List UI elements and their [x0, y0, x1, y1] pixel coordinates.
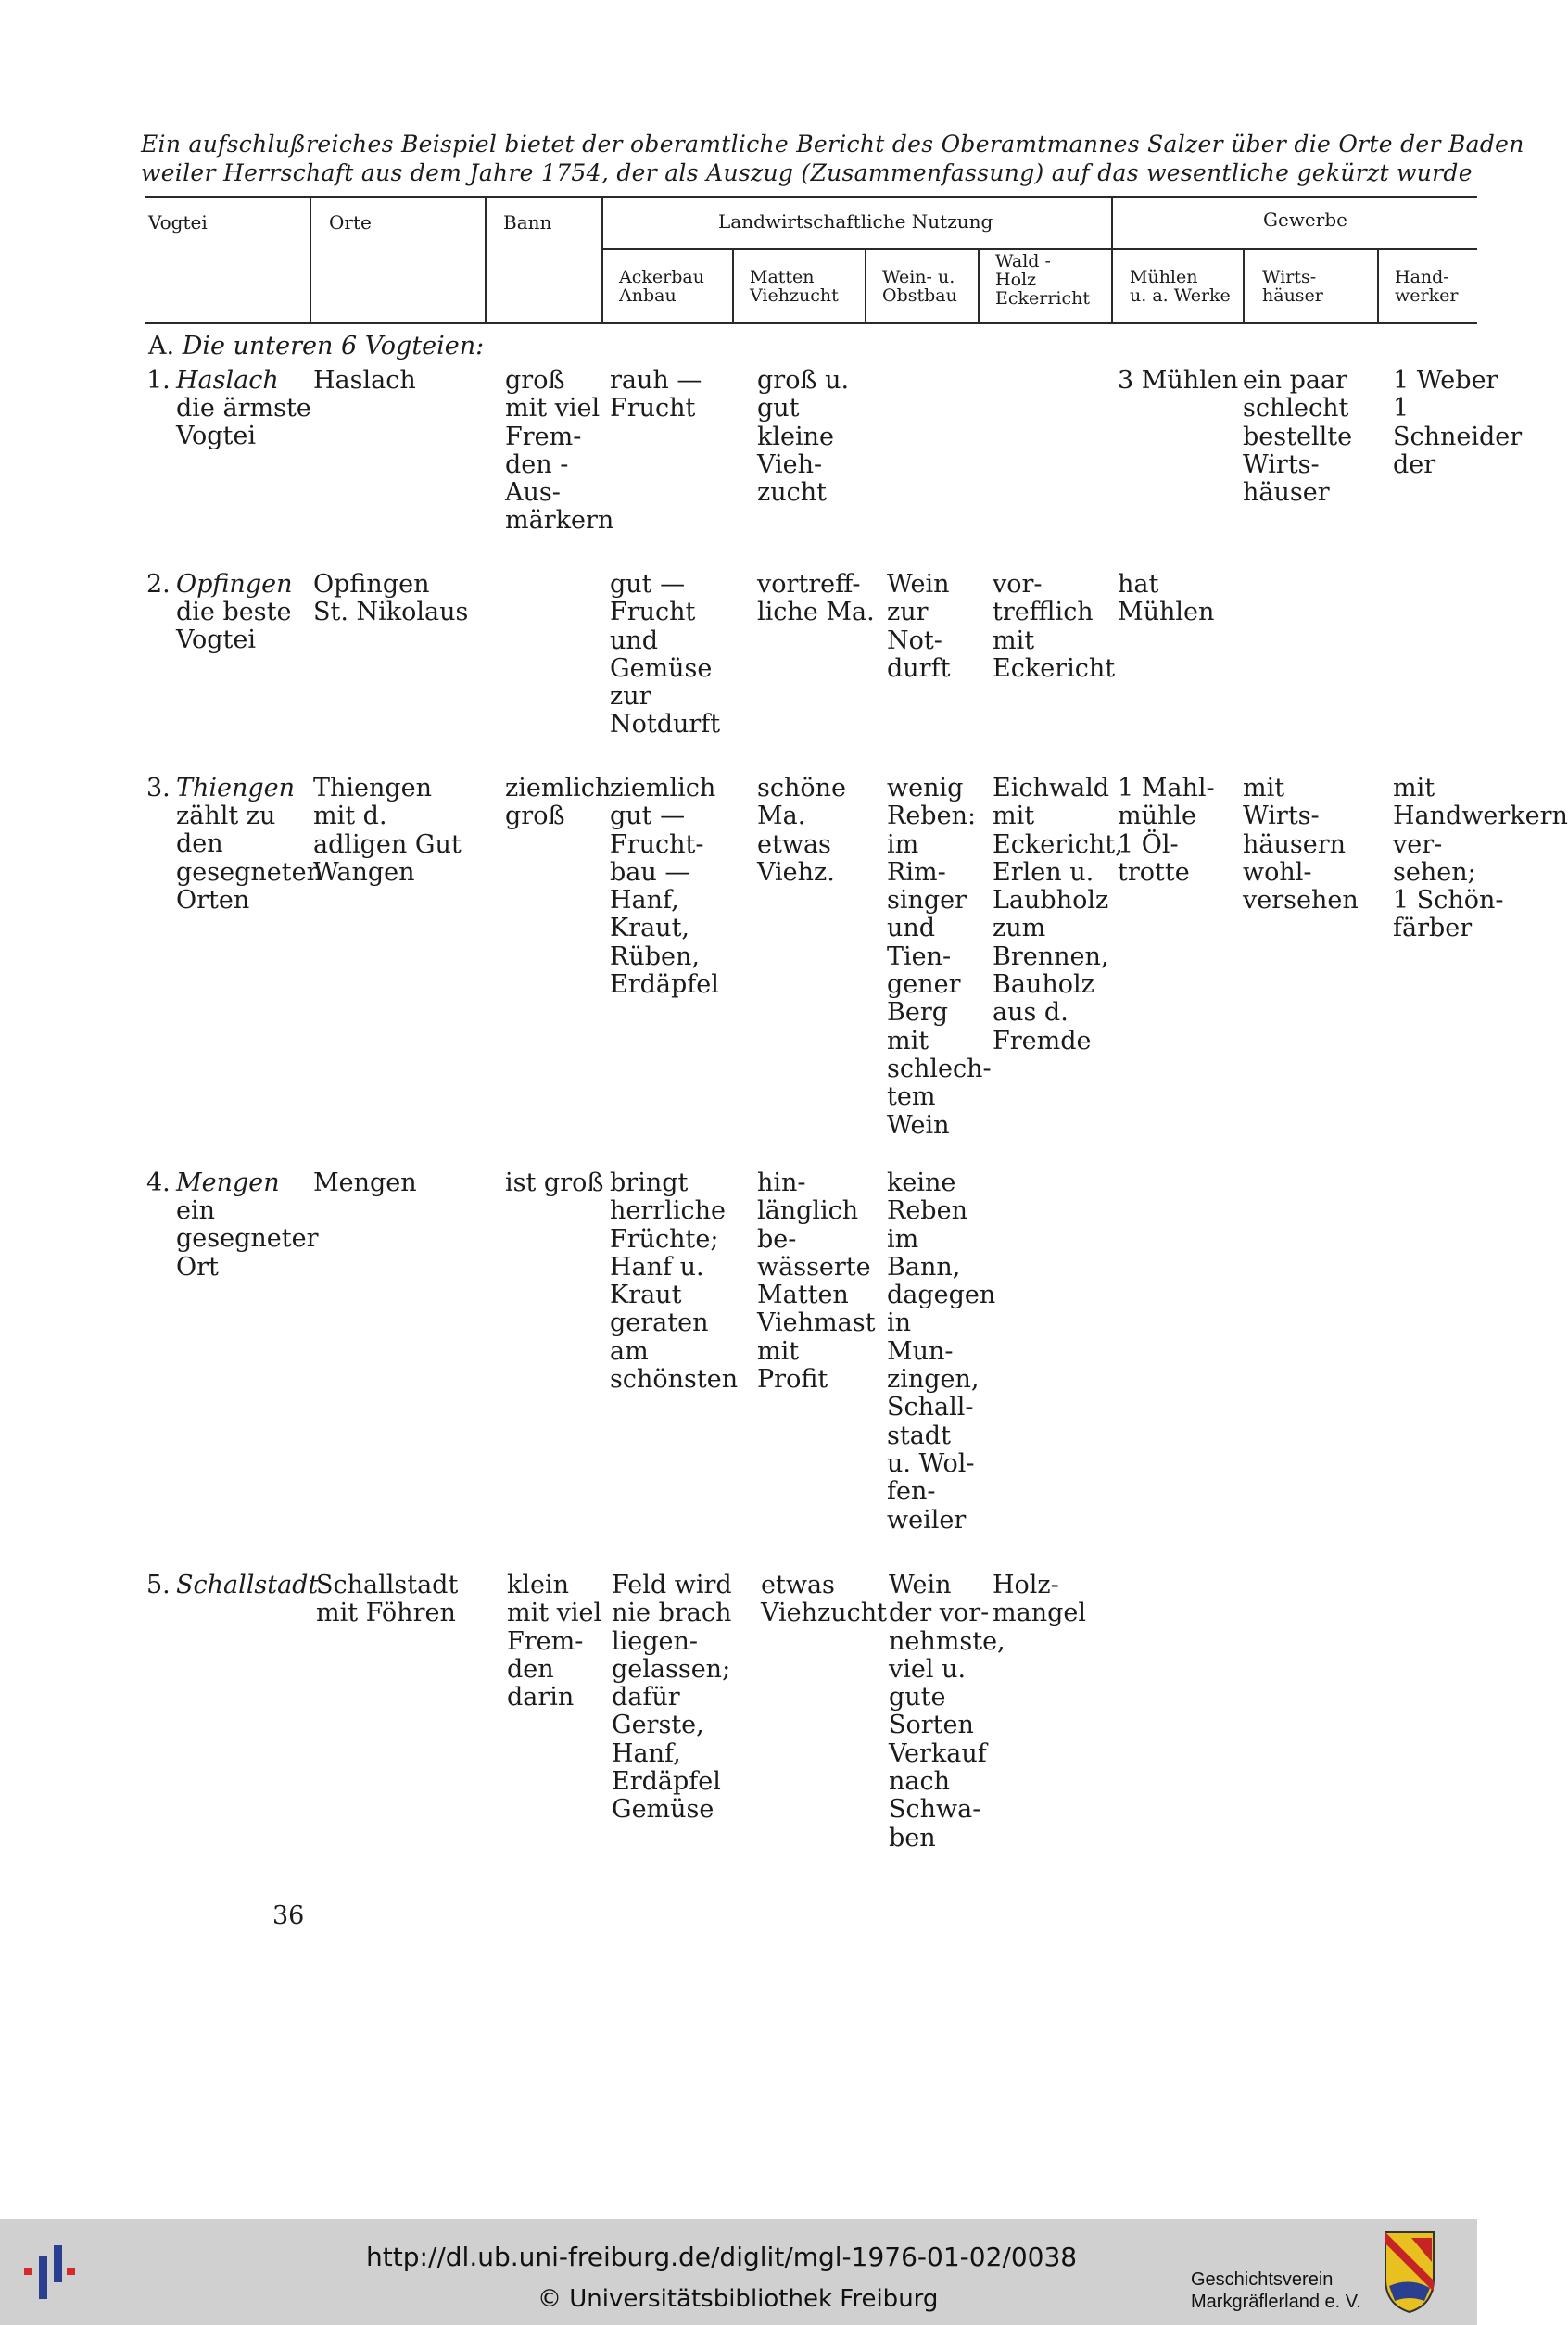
bann-cell: ist groß	[505, 1169, 604, 1197]
row-number: 5.	[146, 1571, 171, 1599]
matten-cell: groß u. gut kleine Vieh- zucht	[757, 366, 850, 508]
wirts-cell: mit Wirts- häusern wohl- versehen	[1243, 774, 1359, 916]
intro-text	[141, 130, 1524, 187]
intro-line-1: Ein aufschlußreiches Beispiel bietet der oberamtliche Bericht des Oberamtmannes Salzer über die Orte der Baden	[141, 131, 1524, 158]
header-landwirtschaft: Landwirtschaftliche Nutzung	[718, 210, 993, 233]
bann-cell: groß mit viel Frem- den - Aus- märkern	[505, 366, 614, 536]
vogtei-description: zählt zu den gesegneten Orten	[176, 802, 322, 915]
muehlen-cell: 1 Mahl- mühle 1 Öl- trotte	[1118, 774, 1215, 887]
header-wirts: Wirts- häuser	[1262, 267, 1323, 306]
header-hand: Hand- werker	[1395, 267, 1459, 306]
section-title: Die unteren 6 Vogteien:	[182, 332, 485, 360]
row-number: 3.	[146, 774, 171, 802]
matten-cell: schöne Ma. etwas Viehz.	[757, 774, 846, 887]
footer-copyright: © Universitätsbibliothek Freiburg	[537, 2285, 939, 2313]
row-number: 2.	[146, 570, 171, 599]
header-bottom-rule	[145, 322, 1477, 324]
table-top-rule	[145, 196, 1477, 198]
ackerbau-cell: rauh — Frucht	[610, 366, 702, 423]
col-divider-landwirtschaft	[601, 196, 603, 324]
section-prefix: A.	[148, 332, 175, 360]
col-divider-hand	[1377, 248, 1379, 324]
matten-cell: hin- länglich be- wässerte Matten Viehmast mit Profit	[757, 1169, 876, 1395]
wirts-cell: ein paar schlecht bestellte Wirts- häuser	[1243, 366, 1353, 508]
orte-cell: Haslach	[313, 366, 416, 395]
bann-cell: ziemlich groß	[505, 774, 612, 831]
col-divider-bann	[485, 196, 487, 324]
section-heading	[148, 332, 484, 360]
matten-cell: vortreff- liche Ma.	[757, 570, 875, 627]
col-divider-wirts	[1243, 248, 1245, 324]
row-number: 4.	[146, 1169, 171, 1197]
row-number: 1.	[146, 366, 171, 395]
orte-cell: Thiengen mit d. adligen Gut Wangen	[313, 774, 462, 887]
wald-cell: Holz- mangel	[993, 1571, 1086, 1628]
hand-cell: mit Handwerkern ver- sehen; 1 Schön- färber	[1393, 774, 1568, 943]
subheader-rule	[603, 248, 1477, 250]
header-muehlen: Mühlen u. a. Werke	[1130, 267, 1231, 306]
vogtei-name: Mengen	[176, 1169, 280, 1197]
vogtei-description: die ärmste Vogtei	[176, 394, 311, 451]
header-gewerbe: Gewerbe	[1263, 208, 1347, 231]
vogtei-name: Haslach	[176, 366, 279, 395]
header-wein: Wein- u. Obstbau	[882, 267, 957, 306]
vogtei-name: Opfingen	[176, 570, 293, 599]
footer-organization: Geschichtsverein Markgräflerland e. V.	[1191, 2269, 1361, 2312]
vogtei-name: Schallstadt	[176, 1571, 319, 1599]
header-matten: Matten Viehzucht	[750, 267, 839, 306]
ub-freiburg-logo-icon	[20, 2236, 76, 2301]
col-divider-orte	[310, 196, 311, 324]
col-divider-matten	[732, 248, 734, 324]
wald-cell: vor- trefflich mit Eckericht	[993, 570, 1116, 683]
header-ackerbau: Ackerbau Anbau	[619, 267, 704, 306]
wein-cell: Wein der vor- nehmste, viel u. gute Sorten Verkauf nach Schwa- ben	[889, 1571, 1005, 1852]
header-bann: Bann	[503, 211, 552, 234]
orte-cell: Mengen	[313, 1169, 417, 1197]
ackerbau-cell: ziemlich gut — Frucht- bau — Hanf, Kraut, Rüben, Erdäpfel	[610, 774, 719, 1000]
wein-cell: keine Reben im Bann, dagegen in Mun- zingen, Schall- stadt u. Wol- fen- weiler	[887, 1169, 996, 1535]
ackerbau-cell: Feld wird nie brach liegen- gelassen; dafür Gerste, Hanf, Erdäpfel Gemüse	[612, 1571, 732, 1825]
header-vogtei: Vogtei	[148, 211, 208, 234]
matten-cell: etwas Viehzucht	[761, 1571, 888, 1628]
footer-url-link[interactable]: http://dl.ub.uni-freiburg.de/diglit/mgl-1976-01-02/0038	[366, 2242, 1078, 2272]
orte-cell: Opfingen St. Nikolaus	[313, 570, 469, 627]
vogtei-description: die beste Vogtei	[176, 598, 292, 655]
wein-cell: Wein zur Not- durft	[887, 570, 951, 683]
bann-cell: klein mit viel Frem- den darin	[507, 1571, 602, 1712]
orte-cell: Schallstadt mit Föhren	[316, 1571, 459, 1628]
hand-cell: 1 Weber 1 Schneider der	[1393, 366, 1523, 479]
wein-cell: wenig Reben: im Rim- singer und Tien- gener Berg mit schlech- tem Wein	[887, 774, 992, 1140]
vogtei-name: Thiengen	[176, 774, 296, 802]
header-orte: Orte	[329, 211, 372, 234]
wald-cell: Eichwald mit Eckericht, Erlen u. Laubholz zum Brennen, Bauholz aus d. Fremde	[993, 774, 1123, 1055]
ackerbau-cell: gut — Frucht und Gemüse zur Notdurft	[610, 570, 721, 739]
muehlen-cell: hat Mühlen	[1118, 570, 1215, 627]
col-divider-wein	[865, 248, 866, 324]
ackerbau-cell: bringt herrliche Früchte; Hanf u. Kraut geraten am schönsten	[610, 1169, 739, 1395]
header-wald: Wald - Holz Eckerricht	[995, 251, 1091, 309]
muehlen-cell: 3 Mühlen	[1118, 366, 1239, 395]
col-divider-gewerbe	[1111, 196, 1113, 324]
col-divider-wald	[978, 248, 980, 324]
intro-line-2: weiler Herrschaft aus dem Jahre 1754, der als Auszug (Zusammenfassung) auf das wesentliche gekürzt wurde	[141, 159, 1473, 186]
page-number: 36	[272, 1902, 305, 1930]
markgraeflerland-coat-of-arms-icon	[1384, 2230, 1435, 2314]
vogtei-description: ein gesegneter Ort	[176, 1196, 319, 1282]
